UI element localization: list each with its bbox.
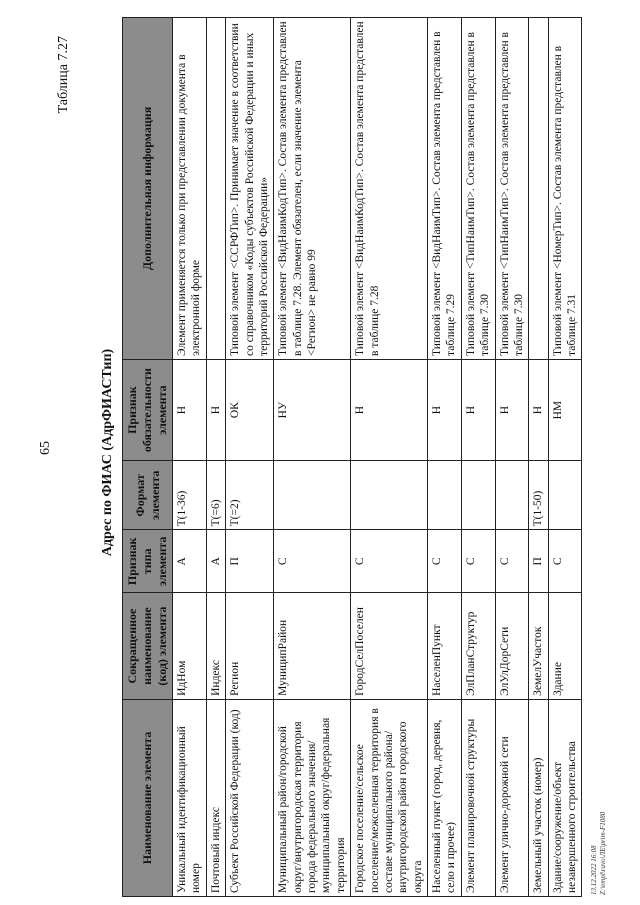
cell-element-code: ЗемелУчасток bbox=[529, 593, 548, 700]
cell-element-name: Здание/сооружение/объект незавершенного строительства bbox=[548, 699, 582, 896]
cell-element-required: Н bbox=[529, 359, 548, 460]
cell-element-required: Н bbox=[206, 359, 225, 460]
table-row bbox=[461, 18, 495, 897]
header-element-code: Сокращенное наименование (код) элемента bbox=[123, 593, 173, 700]
cell-element-required: НУ bbox=[274, 359, 351, 460]
cell-additional-info: Типовой элемент <ТипНаимТип>. Состав элемента представлен в таблице 7.30 bbox=[495, 18, 529, 360]
cell-additional-info: Типовой элемент <ТипНаимТип>. Состав элемента представлен в таблице 7.30 bbox=[461, 18, 495, 360]
file-stamp-date: 13.12.2022 16:08 bbox=[590, 845, 598, 895]
cell-element-code: ИдНом bbox=[173, 593, 207, 700]
cell-element-code: Индекс bbox=[206, 593, 225, 700]
cell-element-code: ЭлУлДорСети bbox=[495, 593, 529, 700]
cell-element-type: П bbox=[226, 530, 274, 593]
cell-element-format bbox=[495, 461, 529, 530]
cell-element-code: ГородСелПоселен bbox=[351, 593, 428, 700]
cell-element-required: Н bbox=[428, 359, 462, 460]
cell-element-format bbox=[461, 461, 495, 530]
cell-element-format: T(=2) bbox=[226, 461, 274, 530]
file-stamp-path: Z:\empl\ravo\ЛЕ\prim-F1080 bbox=[599, 811, 608, 895]
cell-element-required: НМ bbox=[548, 359, 582, 460]
cell-element-code: НаселенПункт bbox=[428, 593, 462, 700]
table-number: Таблица 7.27 bbox=[56, 36, 71, 114]
cell-element-name: Субъект Российской Федерации (код) bbox=[226, 699, 274, 896]
table-row bbox=[428, 18, 462, 897]
cell-element-name: Городское поселение/сельское поселение/межселенная территория в составе муниципального района/внутригородской район городского округа bbox=[351, 699, 428, 896]
cell-additional-info: Типовой элемент <ВидНаимТип>. Состав элемента представлен в таблице 7.29 bbox=[428, 18, 462, 360]
cell-element-format: T(=6) bbox=[206, 461, 225, 530]
cell-element-code: ЭлПланСтруктур bbox=[461, 593, 495, 700]
header-element-format: Формат элемента bbox=[123, 461, 173, 530]
table-row bbox=[529, 18, 548, 897]
table-row bbox=[548, 18, 582, 897]
cell-element-required: Н bbox=[173, 359, 207, 460]
cell-additional-info: Типовой элемент <НомерТип>. Состав элемента представлен в таблице 7.31 bbox=[548, 18, 582, 360]
cell-element-type: П bbox=[529, 530, 548, 593]
file-stamp bbox=[590, 812, 608, 895]
cell-element-name: Населенный пункт (город, деревня, село и прочее) bbox=[428, 699, 462, 896]
table-row bbox=[274, 18, 351, 897]
cell-element-type: А bbox=[173, 530, 207, 593]
cell-element-code: Регион bbox=[226, 593, 274, 700]
cell-additional-info bbox=[206, 18, 225, 360]
header-element-required: Признак обязательности элемента bbox=[123, 359, 173, 460]
table-row bbox=[173, 18, 207, 897]
cell-element-type: С bbox=[351, 530, 428, 593]
cell-element-type: А bbox=[206, 530, 225, 593]
cell-element-name: Уникальный идентификационный номер bbox=[173, 699, 207, 896]
cell-element-type: С bbox=[461, 530, 495, 593]
cell-element-format bbox=[548, 461, 582, 530]
header-additional-info: Дополнительная информация bbox=[123, 18, 173, 360]
cell-element-name: Земельный участок (номер) bbox=[529, 699, 548, 896]
header-element-type: Признак типа элемента bbox=[123, 530, 173, 593]
cell-element-type: С bbox=[428, 530, 462, 593]
cell-element-format bbox=[274, 461, 351, 530]
cell-element-name: Муниципальный район/городской округ/внутригородская территория города федерального значения/муниципальный округ/федеральная территория bbox=[274, 699, 351, 896]
table-header-row bbox=[123, 18, 173, 897]
cell-element-format bbox=[428, 461, 462, 530]
cell-element-type: С bbox=[548, 530, 582, 593]
cell-element-code: МуниципРайон bbox=[274, 593, 351, 700]
table-row bbox=[495, 18, 529, 897]
header-element-name: Наименование элемента bbox=[123, 699, 173, 896]
cell-element-required: Н bbox=[495, 359, 529, 460]
cell-element-required: Н bbox=[461, 359, 495, 460]
cell-element-code: Здание bbox=[548, 593, 582, 700]
cell-additional-info: Типовой элемент <ВидНаимКодТип>. Состав элемента представлен в таблице 7.28 bbox=[351, 18, 428, 360]
cell-element-required: ОК bbox=[226, 359, 274, 460]
cell-element-format: T(1-50) bbox=[529, 461, 548, 530]
table-row bbox=[226, 18, 274, 897]
page-number: 65 bbox=[38, 441, 53, 455]
cell-element-name: Элемент планировочной структуры bbox=[461, 699, 495, 896]
cell-element-format: T(1-36) bbox=[173, 461, 207, 530]
table-row bbox=[351, 18, 428, 897]
cell-element-name: Почтовый индекс bbox=[206, 699, 225, 896]
cell-additional-info: Типовой элемент <ВидНаимКодТип>. Состав элемента представлен в таблице 7.28. Элемент обязателен, если значение элемента <Регион> не равно 99 bbox=[274, 18, 351, 360]
table-row bbox=[206, 18, 225, 897]
cell-element-name: Элемент улично-дорожной сети bbox=[495, 699, 529, 896]
cell-element-type: С bbox=[495, 530, 529, 593]
cell-additional-info: Типовой элемент <ССРФТип>. Принимает значение в соответствии со справочником «Коды субъектов Российской Федерации и иных территорий Российской Федерации» bbox=[226, 18, 274, 360]
cell-additional-info bbox=[529, 18, 548, 360]
cell-element-required: Н bbox=[351, 359, 428, 460]
table-title: Адрес по ФИАС (АдрФИАСТип) bbox=[100, 348, 115, 557]
fias-address-table bbox=[122, 17, 582, 897]
cell-additional-info: Элемент применяется только при представлении документа в электронной форме bbox=[173, 18, 207, 360]
cell-element-format bbox=[351, 461, 428, 530]
cell-element-type: С bbox=[274, 530, 351, 593]
